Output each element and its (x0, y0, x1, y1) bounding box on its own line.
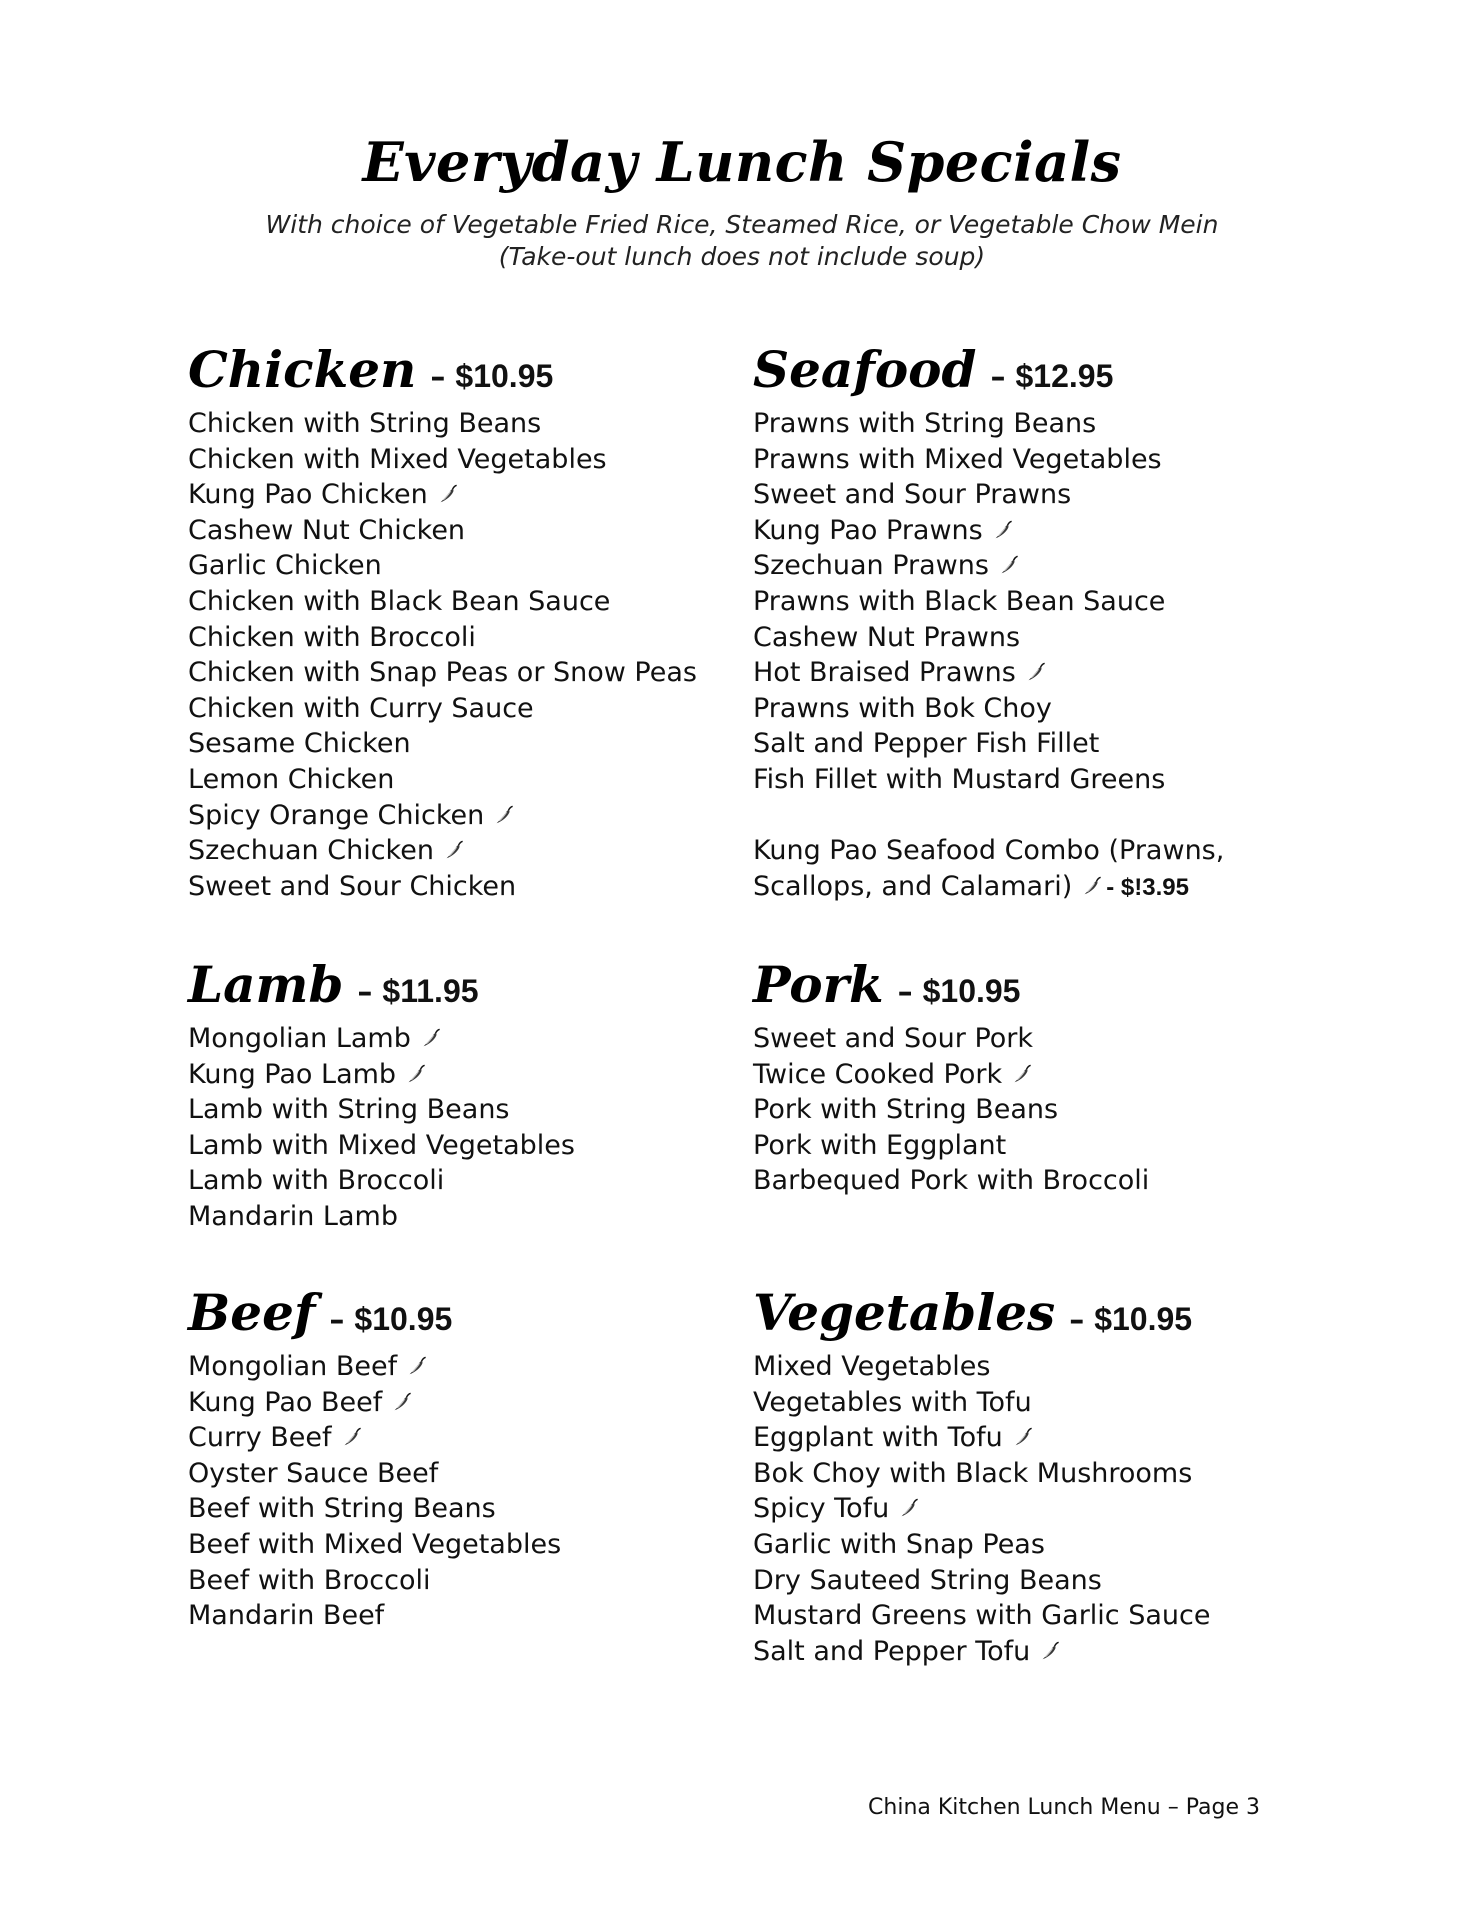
menu-item-label: Prawns with Black Bean Sauce (753, 585, 1166, 617)
menu-item-label: Salt and Pepper Fish Fillet (753, 728, 1100, 760)
menu-item (188, 1128, 748, 1164)
menu-item (188, 1527, 748, 1563)
menu-item-label: Chicken with Snap Peas or Snow Peas (188, 657, 697, 689)
menu-item-label: Vegetables with Tofu (753, 1386, 1032, 1418)
chicken-section-title: Chicken (188, 340, 417, 399)
menu-item (188, 1163, 748, 1199)
menu-item-label: Kung Pao Chicken (188, 479, 428, 511)
chili-pepper-icon (1010, 1063, 1032, 1085)
menu-item (753, 1385, 1313, 1421)
menu-item (188, 1349, 748, 1385)
menu-item (753, 1491, 1313, 1527)
menu-item-label: Lamb with Broccoli (188, 1165, 445, 1197)
menu-item (188, 762, 748, 798)
menu-item-label: Twice Cooked Pork (753, 1058, 1003, 1090)
menu-item (753, 1349, 1313, 1385)
chili-pepper-icon (1080, 875, 1102, 897)
seafood-section-price: $12.95 (1015, 358, 1114, 394)
menu-item (753, 442, 1313, 478)
chili-pepper-icon (340, 1426, 362, 1448)
menu-item-label: Lamb with String Beans (188, 1094, 510, 1126)
chili-pepper-icon (1024, 661, 1046, 683)
menu-item (188, 477, 748, 513)
combo-item-label: Scallops, and Calamari) (753, 870, 1073, 902)
menu-item (188, 548, 748, 584)
menu-item (753, 1456, 1313, 1492)
menu-item (188, 1598, 748, 1634)
menu-item (188, 513, 748, 549)
menu-item (753, 691, 1313, 727)
menu-item-label: Kung Pao Prawns (753, 514, 983, 546)
menu-item-label: Mongolian Lamb (188, 1023, 411, 1054)
menu-item-label: Cashew Nut Prawns (753, 621, 1021, 653)
chili-pepper-icon (1011, 1426, 1033, 1448)
section-seafood (753, 340, 1313, 905)
menu-item (188, 655, 748, 691)
menu-item-label: Spicy Orange Chicken (188, 799, 485, 831)
chili-pepper-icon (419, 1027, 441, 1049)
combo-item-line2 (753, 869, 1313, 906)
menu-item-label: Dry Sauteed String Beans (753, 1564, 1102, 1596)
menu-item (753, 548, 1313, 584)
title-price-separator: – (430, 360, 446, 395)
chili-pepper-icon (997, 554, 1019, 576)
menu-item-label: Lamb with Mixed Vegetables (188, 1129, 575, 1161)
combo-price: - $!3.95 (1106, 873, 1189, 901)
section-lamb (188, 955, 748, 1235)
menu-item (188, 1491, 748, 1527)
menu-item-label: Pork with Eggplant (753, 1129, 1007, 1161)
pork-section-header (753, 955, 1313, 1021)
menu-item-label: Pork with String Beans (753, 1094, 1059, 1126)
menu-item-label: Chicken with Black Bean Sauce (188, 585, 611, 617)
menu-item (188, 406, 748, 442)
menu-item (753, 1563, 1313, 1599)
menu-item (753, 477, 1313, 513)
menu-item-label: Beef with Broccoli (188, 1564, 431, 1596)
menu-item-label: Chicken with Broccoli (188, 621, 476, 653)
section-beef (188, 1283, 748, 1634)
menu-item (753, 1057, 1313, 1093)
beef-section-title: Beef (188, 1283, 316, 1342)
menu-item-label: Barbequed Pork with Broccoli (753, 1165, 1150, 1197)
menu-item (188, 1420, 748, 1456)
seafood-section-header (753, 340, 1313, 406)
menu-item (753, 762, 1313, 798)
menu-item (188, 726, 748, 762)
menu-item-label: Curry Beef (188, 1422, 332, 1454)
menu-item-label: Kung Pao Beef (188, 1386, 383, 1418)
menu-item-label: Salt and Pepper Tofu (753, 1635, 1031, 1667)
menu-item (188, 584, 748, 620)
menu-item (753, 1163, 1313, 1199)
menu-item (188, 1021, 748, 1057)
vegetables-section-price: $10.95 (1094, 1301, 1193, 1337)
menu-item (753, 513, 1313, 549)
section-chicken (188, 340, 748, 904)
menu-item (188, 1563, 748, 1599)
title-price-separator: – (897, 975, 913, 1010)
chili-pepper-icon (492, 804, 514, 826)
chili-pepper-icon (897, 1497, 919, 1519)
chili-pepper-icon (436, 483, 458, 505)
title-price-separator: – (357, 975, 373, 1010)
menu-item-label: Cashew Nut Chicken (188, 514, 466, 546)
lamb-section-header (188, 955, 748, 1021)
menu-item (188, 691, 748, 727)
menu-item-label: Chicken with Mixed Vegetables (188, 443, 607, 475)
menu-item (188, 798, 748, 834)
title-price-separator: – (329, 1303, 345, 1338)
menu-item (188, 869, 748, 905)
chicken-section-price: $10.95 (455, 358, 554, 394)
menu-item (188, 1092, 748, 1128)
menu-item-label: Sweet and Sour Pork (753, 1023, 1034, 1054)
vegetables-section-title: Vegetables (753, 1283, 1056, 1342)
lamb-section-title: Lamb (188, 955, 344, 1014)
menu-item (188, 1456, 748, 1492)
menu-item (753, 1527, 1313, 1563)
menu-item-label: Fish Fillet with Mustard Greens (753, 763, 1166, 795)
menu-item-label: Sesame Chicken (188, 728, 411, 760)
menu-item (753, 1420, 1313, 1456)
chili-pepper-icon (390, 1391, 412, 1413)
menu-item-label: Prawns with String Beans (753, 408, 1097, 439)
menu-item (753, 1021, 1313, 1057)
menu-item (188, 620, 748, 656)
menu-item (753, 655, 1313, 691)
chili-pepper-icon (404, 1063, 426, 1085)
chili-pepper-icon (405, 1355, 427, 1377)
menu-item-label: Beef with String Beans (188, 1493, 496, 1525)
menu-item (188, 1057, 748, 1093)
menu-item-label: Mixed Vegetables (753, 1351, 991, 1382)
menu-item-label: Szechuan Chicken (188, 835, 434, 867)
chili-pepper-icon (442, 839, 464, 861)
menu-item-label: Mongolian Beef (188, 1351, 398, 1382)
menu-item (753, 1128, 1313, 1164)
menu-item (753, 1092, 1313, 1128)
menu-item-label: Mandarin Beef (188, 1600, 385, 1632)
menu-item-label: Eggplant with Tofu (753, 1422, 1003, 1454)
menu-item-label: Spicy Tofu (753, 1493, 890, 1525)
menu-item-label: Mustard Greens with Garlic Sauce (753, 1600, 1211, 1632)
menu-item (753, 1598, 1313, 1634)
title-price-separator: – (1069, 1303, 1085, 1338)
vegetables-section-header (753, 1283, 1313, 1349)
combo-item-line1: Kung Pao Seafood Combo (Prawns, (753, 835, 1225, 867)
beef-section-price: $10.95 (354, 1301, 453, 1337)
chicken-section-header (188, 340, 748, 406)
menu-item-label: Hot Braised Prawns (753, 657, 1016, 689)
menu-item-label: Chicken with Curry Sauce (188, 692, 534, 724)
subtitle-takeout-note: (Take-out lunch does not include soup) (498, 242, 986, 271)
seafood-section-title: Seafood (753, 340, 977, 399)
menu-item-label: Sweet and Sour Prawns (753, 479, 1072, 511)
section-pork (753, 955, 1313, 1199)
page-footer: China Kitchen Lunch Menu – Page 3 (868, 1795, 1260, 1820)
menu-item-label: Garlic Chicken (188, 550, 382, 582)
menu-item (188, 442, 748, 478)
chili-pepper-icon (1038, 1640, 1060, 1662)
menu-item-label: Beef with Mixed Vegetables (188, 1528, 562, 1560)
menu-item-label: Prawns with Mixed Vegetables (753, 443, 1162, 475)
menu-item-label: Kung Pao Lamb (188, 1058, 397, 1090)
menu-item-label: Prawns with Bok Choy (753, 692, 1052, 724)
page-title: Everyday Lunch Specials (362, 130, 1122, 194)
menu-item (188, 1385, 748, 1421)
subtitle-rice-choice: With choice of Vegetable Fried Rice, Steamed Rice, or Vegetable Chow Mein (265, 210, 1219, 239)
menu-item (188, 833, 748, 869)
menu-item-label: Bok Choy with Black Mushrooms (753, 1457, 1193, 1489)
menu-item-label: Garlic with Snap Peas (753, 1528, 1045, 1560)
menu-item (753, 620, 1313, 656)
chili-pepper-icon (991, 519, 1013, 541)
menu-item-label: Sweet and Sour Chicken (188, 870, 517, 902)
menu-item (753, 726, 1313, 762)
lamb-section-price: $11.95 (382, 973, 479, 1009)
menu-item-label: Szechuan Prawns (753, 550, 989, 582)
pork-section-title: Pork (753, 955, 884, 1014)
menu-item-label: Lemon Chicken (188, 763, 395, 795)
section-vegetables (753, 1283, 1313, 1669)
menu-item-label: Oyster Sauce Beef (188, 1457, 439, 1489)
menu-item-label: Mandarin Lamb (188, 1200, 398, 1232)
menu-item (753, 406, 1313, 442)
menu-item-label: Chicken with String Beans (188, 408, 542, 439)
menu-item (188, 1199, 748, 1235)
beef-section-header (188, 1283, 748, 1349)
menu-item (753, 584, 1313, 620)
menu-item (753, 1634, 1313, 1670)
pork-section-price: $10.95 (922, 973, 1021, 1009)
title-price-separator: – (990, 360, 1006, 395)
